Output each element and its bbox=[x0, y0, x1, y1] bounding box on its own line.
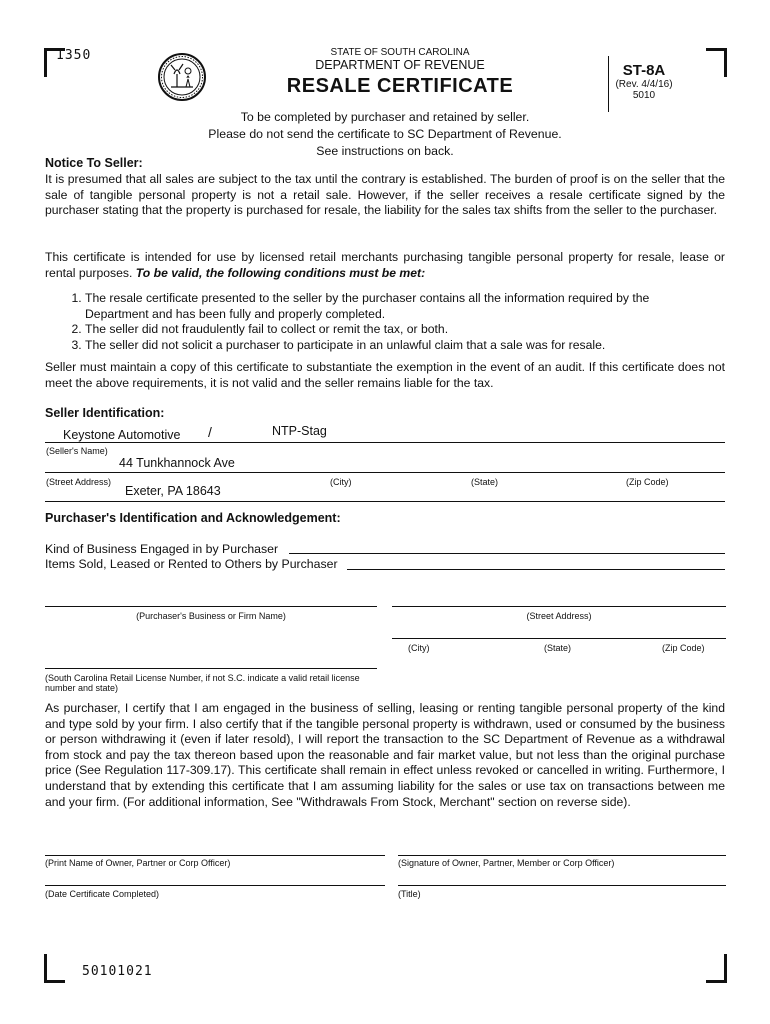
notice-heading: Notice To Seller: bbox=[45, 156, 143, 170]
validity-paragraph bbox=[45, 250, 725, 281]
condition-item: 3. The seller did not solicit a purchaser to participate in an unlawful claim that a sale was for resale. bbox=[85, 338, 685, 354]
items-sold-line[interactable] bbox=[347, 569, 725, 570]
purchaser-street-caption: (Street Address) bbox=[526, 611, 592, 621]
items-sold-label: Items Sold, Leased or Rented to Others by Purchaser bbox=[45, 557, 338, 571]
instruction-line: To be completed by purchaser and retained by seller. bbox=[240, 110, 530, 124]
instruction-line: Please do not send the certificate to SC Department of Revenue. bbox=[208, 127, 562, 141]
form-code: 1350 bbox=[56, 48, 92, 63]
purchaser-business-line[interactable] bbox=[45, 606, 377, 607]
bottom-code: 50101021 bbox=[82, 964, 153, 979]
date-caption: (Date Certificate Completed) bbox=[45, 889, 160, 899]
purchaser-state-caption: (State) bbox=[544, 643, 572, 653]
seller-name-value-2[interactable]: NTP-Stag bbox=[272, 424, 327, 438]
header-state: STATE OF SOUTH CAROLINA bbox=[330, 47, 470, 58]
form-revision: (Rev. 4/4/16) bbox=[615, 79, 673, 90]
kind-of-business-label: Kind of Business Engaged in by Purchaser bbox=[45, 542, 279, 556]
purchaser-heading: Purchaser's Identification and Acknowledgement: bbox=[45, 511, 341, 525]
purchaser-license-line[interactable] bbox=[45, 668, 377, 669]
corner-mark-bottom-left bbox=[44, 954, 65, 983]
print-name-line[interactable] bbox=[45, 855, 385, 856]
seller-state-caption: (State) bbox=[471, 477, 499, 487]
seller-zip-caption: (Zip Code) bbox=[626, 477, 669, 487]
seller-street-value[interactable]: 44 Tunkhannock Ave bbox=[119, 456, 235, 470]
seller-name-caption: (Seller's Name) bbox=[46, 446, 108, 456]
state-seal-icon bbox=[157, 52, 207, 102]
instructions bbox=[120, 109, 650, 160]
seller-name-slash: / bbox=[208, 424, 212, 440]
seller-street-caption: (Street Address) bbox=[46, 477, 112, 487]
date-line[interactable] bbox=[45, 885, 385, 886]
condition-item: 1. The resale certificate presented to the seller by the purchaser contains all the information required by the Department and has been fully and properly completed. bbox=[85, 291, 685, 322]
seller-city-caption: (City) bbox=[330, 477, 352, 487]
signature-line[interactable] bbox=[398, 855, 726, 856]
purchaser-city-line[interactable] bbox=[392, 638, 726, 639]
seller-city-line bbox=[45, 501, 725, 502]
corner-mark-top-right bbox=[706, 48, 727, 77]
signature-caption: (Signature of Owner, Partner, Member or Corp Officer) bbox=[398, 858, 615, 868]
seller-street-line bbox=[45, 472, 725, 473]
maintain-text: Seller must maintain a copy of this certificate to substantiate the exemption in the event of an audit. If this certificate does not meet the above requirements, it is not valid and the seller remains liable for the tax. bbox=[45, 360, 725, 390]
conditions-list bbox=[45, 291, 685, 353]
purchaser-city-caption: (City) bbox=[408, 643, 430, 653]
purchaser-license-caption: (South Carolina Retail License Number, if not S.C. indicate a valid retail license number and state) bbox=[45, 673, 360, 693]
print-name-caption: (Print Name of Owner, Partner or Corp Officer) bbox=[45, 858, 231, 868]
kind-of-business-line[interactable] bbox=[289, 553, 725, 554]
seller-heading: Seller Identification: bbox=[45, 406, 165, 420]
purchaser-street-line[interactable] bbox=[392, 606, 726, 607]
title-line[interactable] bbox=[398, 885, 726, 886]
purchaser-zip-caption: (Zip Code) bbox=[662, 643, 705, 653]
corner-mark-bottom-right bbox=[706, 954, 727, 983]
certification-text: As purchaser, I certify that I am engaged in the business of selling, leasing or renting tangible personal property of the kind and type sold by your firm. I also certify that if the tangible personal property is withdrawn, used or consumed by the business or person withdrawing it (even if later resold), I will report the transaction to the SC Department of Revenue as a withdrawal from stock and pay the tax thereon based upon the reasonable and fair market value, but not less than the original purchase price (See Regulation 117-309.17). This certificate shall remain in effect unless revoked or cancelled in writing. Furthermore, I understand that by extending this certificate that I am assuming liability for the sales or use tax on transactions between me and your firm. (For additional information, See "Withdrawals From Stock, Merchant" section on reverse side). bbox=[45, 701, 725, 809]
instruction-line: See instructions on back. bbox=[316, 144, 454, 158]
validity-emphasis: To be valid, the following conditions must be met: bbox=[135, 265, 426, 280]
seller-name-line bbox=[45, 442, 725, 443]
seller-city-value[interactable]: Exeter, PA 18643 bbox=[125, 484, 221, 498]
title-caption: (Title) bbox=[398, 889, 421, 899]
condition-item: 2. The seller did not fraudulently fail to collect or remit the tax, or both. bbox=[85, 322, 685, 338]
purchaser-business-caption: (Purchaser's Business or Firm Name) bbox=[136, 611, 286, 621]
notice-text: It is presumed that all sales are subject to the tax until the contrary is established. The burden of proof is on the seller that the sale of tangible personal property is not a retail sale. However, if the seller receives a resale certificate signed by the purchaser stating that the property is purchased for resale, the liability for the sales tax shifts from the seller to the purchaser. bbox=[45, 172, 725, 218]
header-department: DEPARTMENT OF REVENUE bbox=[315, 58, 485, 72]
form-number: 5010 bbox=[632, 90, 656, 101]
form-title: RESALE CERTIFICATE bbox=[286, 75, 514, 97]
form-id-box bbox=[608, 56, 679, 112]
form-id: ST-8A bbox=[622, 62, 666, 79]
seller-name-value[interactable]: Keystone Automotive bbox=[63, 428, 181, 442]
validity-text: This certificate is intended for use by licensed retail merchants purchasing tangible personal property for resale, lease or rental purposes. bbox=[45, 250, 725, 280]
